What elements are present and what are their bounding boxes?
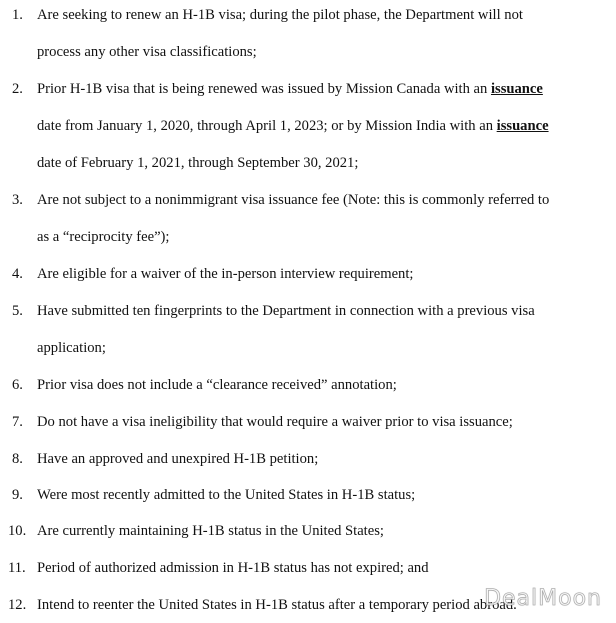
item-number: 10. [8, 523, 27, 539]
watermark-logo: DealMoon [484, 586, 602, 611]
item-text-segment: Prior H-1B visa that is being renewed was issued by Mission Canada with an [37, 81, 491, 97]
item-number: 11. [8, 560, 26, 576]
item-text-line: Have an approved and unexpired H-1B petition; [37, 451, 319, 467]
item-text-line: date of February 1, 2021, through September 30, 2021; [37, 155, 359, 171]
emphasized-word: issuance [496, 118, 549, 134]
item-number: 7. [12, 414, 23, 430]
item-text-line [37, 80, 543, 98]
item-text-line: application; [37, 340, 106, 356]
item-text-line: Intend to reenter the United States in H-1B status after a temporary period abroad. [37, 597, 517, 613]
item-text-line: Period of authorized admission in H-1B status has not expired; and [37, 560, 429, 576]
item-number: 3. [12, 192, 23, 208]
item-number: 12. [8, 597, 27, 613]
item-number: 6. [12, 377, 23, 393]
item-text-line: Were most recently admitted to the United States in H-1B status; [37, 487, 416, 503]
item-text-line: Prior visa does not include a “clearance received” annotation; [37, 377, 397, 393]
item-number: 5. [12, 303, 23, 319]
item-text-line: Do not have a visa ineligibility that would require a waiver prior to visa issuance; [37, 414, 513, 430]
item-text-line: Are eligible for a waiver of the in-person interview requirement; [37, 266, 414, 282]
item-text-line: Have submitted ten fingerprints to the Department in connection with a previous visa [37, 303, 535, 319]
item-text-line: Are currently maintaining H-1B status in the United States; [37, 523, 384, 539]
emphasized-word: issuance [490, 81, 543, 97]
item-number: 9. [12, 487, 23, 503]
item-number: 2. [12, 81, 23, 97]
item-text-segment: date from January 1, 2020, through April 1, 2023; or by Mission India with an [37, 118, 497, 134]
item-text-line: Are not subject to a nonimmigrant visa issuance fee (Note: this is commonly referred to [37, 192, 550, 208]
item-text-line: process any other visa classifications; [37, 44, 257, 60]
item-number: 8. [12, 451, 23, 467]
item-text-line: as a “reciprocity fee”); [37, 229, 170, 245]
item-text-line [37, 117, 549, 135]
item-number: 1. [12, 7, 23, 23]
item-text-line: Are seeking to renew an H-1B visa; during the pilot phase, the Department will not [37, 7, 523, 23]
item-number: 4. [12, 266, 23, 282]
